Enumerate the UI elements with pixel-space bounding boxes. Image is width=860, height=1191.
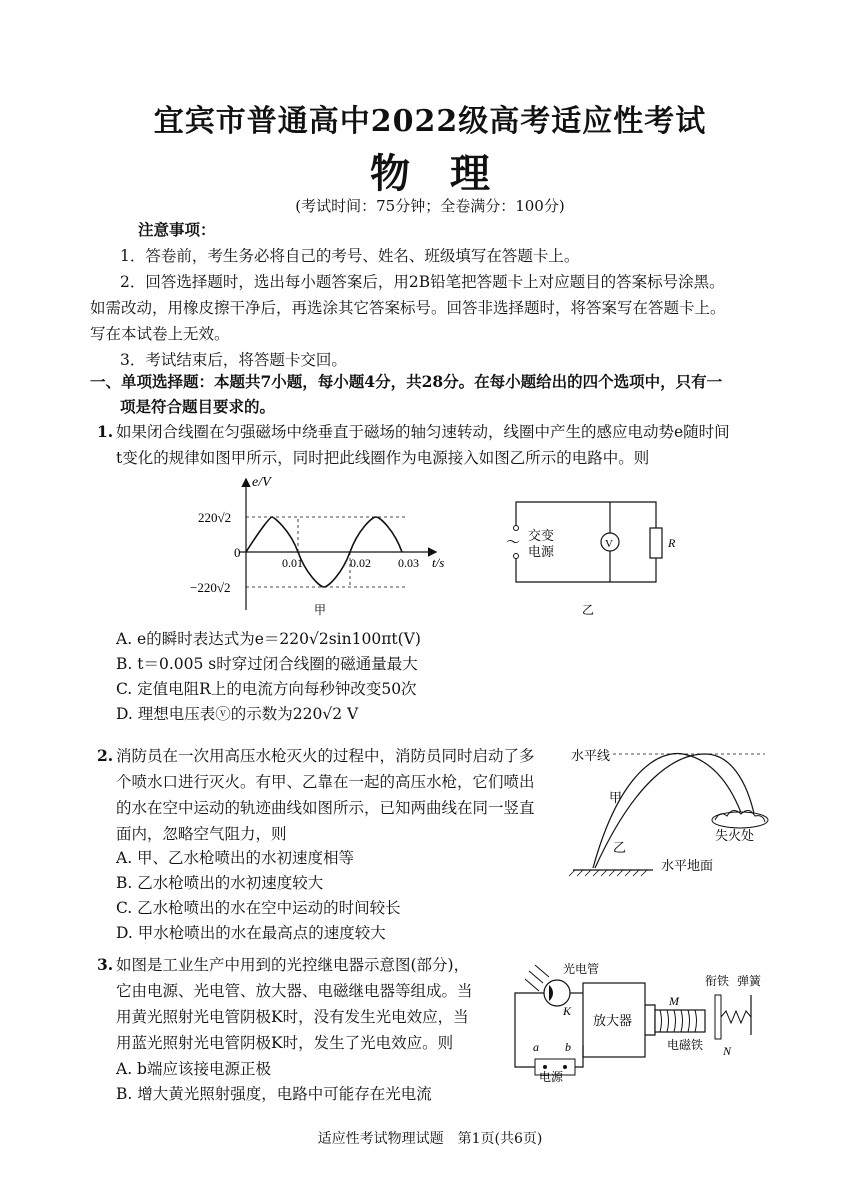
yi-label: 乙 (613, 840, 627, 855)
ac-symbol: ～ (506, 536, 520, 551)
cathode-k-label: K (563, 1004, 572, 1018)
notes-heading: 注意事项： (138, 220, 216, 239)
note-2a: 2．回答选择题时，选出每小题答案后，用2B铅笔把答题卡上对应题目的答案标号涂黑。 (120, 273, 725, 291)
source-label: 电源 (539, 1070, 564, 1084)
circuit-caption-yi: 乙 (582, 603, 595, 617)
q3-stem-4: 用蓝光照射光电管阴极K时，发生了光电效应。则 (116, 1034, 454, 1052)
q3-stem-1: 如图是工业生产中用到的光控继电器示意图(部分)， (116, 956, 470, 974)
q1-option-d: D. 理想电压表ⓥ的示数为220√2 V (116, 705, 359, 723)
note-3: 3．考试结束后，将答题卡交回。 (120, 351, 347, 369)
q3-stem-2: 它由电源、光电管、放大器、电磁继电器等组成。当 (116, 982, 473, 1000)
q2-option-b: B. 乙水枪喷出的水初速度较大 (116, 874, 324, 892)
q2-stem-4: 面内，忽略空气阻力，则 (116, 825, 287, 843)
source-label-1: 交变 (528, 528, 555, 543)
q1-stem-1: 如果闭合线圈在匀强磁场中绕垂直于磁场的轴匀速转动，线圈中产生的感应电动势e随时间 (116, 423, 730, 441)
fire-label: 失火处 (715, 828, 755, 843)
q2-number: 2. (97, 746, 114, 765)
x-tick-3: 0.03 (398, 556, 419, 570)
q2-stem-2: 个喷水口进行灭火。有甲、乙靠在一起的高压水枪，它们喷出 (116, 773, 535, 791)
q2-option-c: C. 乙水枪喷出的水在空中运动的时间较长 (116, 899, 401, 917)
terminal-a: a (533, 1040, 539, 1054)
q2-option-a: A. 甲、乙水枪喷出的水初速度相等 (116, 849, 355, 867)
resistor-label: R (668, 536, 676, 550)
y-tick-bottom: −220√2 (190, 580, 231, 595)
q3-stem-3: 用黄光照射光电管阴极K时，没有发生光电效应，当 (116, 1008, 469, 1026)
armature (715, 995, 721, 1039)
q1-option-b: B. t＝0.005 s时穿过闭合线圈的磁通量最大 (116, 655, 418, 673)
subject-title: 物理 (370, 150, 530, 197)
electromagnet (655, 1010, 705, 1032)
page-footer: 适应性考试物理试题 第1页(共6页) (317, 1131, 543, 1147)
q2-option-d: D. 甲水枪喷出的水在最高点的速度较大 (116, 924, 386, 942)
q1-option-c: C. 定值电阻R上的电流方向每秒钟改变50次 (116, 680, 417, 698)
q3-option-a: A. b端应该接电源正极 (116, 1060, 271, 1078)
amplifier-label: 放大器 (593, 1013, 633, 1028)
y-tick-zero: 0 (234, 545, 241, 560)
electromagnet-label: 电磁铁 (667, 1038, 704, 1052)
q1-option-a: A. e的瞬时表达式为e＝220√2sin100πt(V) (116, 630, 421, 648)
q3-option-b: B. 增大黄光照射强度，电路中可能存在光电流 (116, 1085, 432, 1103)
phototube (544, 980, 570, 1006)
x-tick-2: 0.02 (350, 556, 371, 570)
y-tick-top: 220√2 (198, 510, 232, 525)
jia-label: 甲 (609, 790, 623, 805)
x-axis-label: t/s (432, 555, 445, 570)
q3-photo-relay-figure (505, 955, 775, 1085)
spring-label: 弹簧 (737, 974, 762, 988)
q1-number: 1. (97, 422, 114, 441)
resistor (650, 528, 662, 558)
q2-stem-1: 消防员在一次用高压水枪灭火的过程中，消防员同时启动了多 (116, 747, 535, 765)
section1-heading: 一、单项选择题：本题共7小题，每小题4分，共28分。在每小题给出的四个选项中，只有一 (90, 372, 723, 391)
terminal-b: b (565, 1040, 571, 1054)
note-2b: 如需改动，用橡皮擦干净后，再选涂其它答案标号。回答非选择题时，将答案写在答题卡上。 (90, 299, 726, 317)
note-2c: 写在本试卷上无效。 (90, 325, 230, 343)
q2-stem-3: 的水在空中运动的轨迹曲线如图所示，已知两曲线在同一竖直 (116, 799, 535, 817)
x-tick-1: 0.01 (282, 556, 303, 570)
section1-heading-cont: 项是符合题目要求的。 (120, 397, 276, 416)
spring (721, 1011, 751, 1023)
q2-water-trajectory-figure (565, 740, 775, 885)
y-axis-label: e/V (252, 475, 271, 490)
q3-number: 3. (97, 955, 114, 974)
exam-time-info: (考试时间：75分钟；全卷满分：100分) (295, 197, 565, 215)
n-label: N (723, 1044, 732, 1058)
exam-title: 宜宾市普通高中2022级高考适应性考试 (153, 104, 707, 139)
m-label: M (669, 994, 679, 1008)
source-label-2: 电源 (528, 544, 555, 559)
phototube-label: 光电管 (563, 962, 600, 976)
q1-stem-2: t变化的规律如图甲所示，同时把此线圈作为电源接入如图乙所示的电路中。则 (116, 449, 650, 467)
note-1: 1．答卷前，考生务必将自己的考号、姓名、班级填写在答题卡上。 (120, 247, 580, 265)
horizon-label: 水平线 (571, 748, 611, 763)
ground-label: 水平地面 (661, 858, 714, 873)
armature-label: 衔铁 (705, 974, 730, 988)
q1-circuit-yi (500, 490, 700, 620)
q1-graph-jia (190, 470, 460, 620)
voltmeter-label: V (605, 538, 613, 550)
graph-caption-jia: 甲 (314, 603, 327, 617)
